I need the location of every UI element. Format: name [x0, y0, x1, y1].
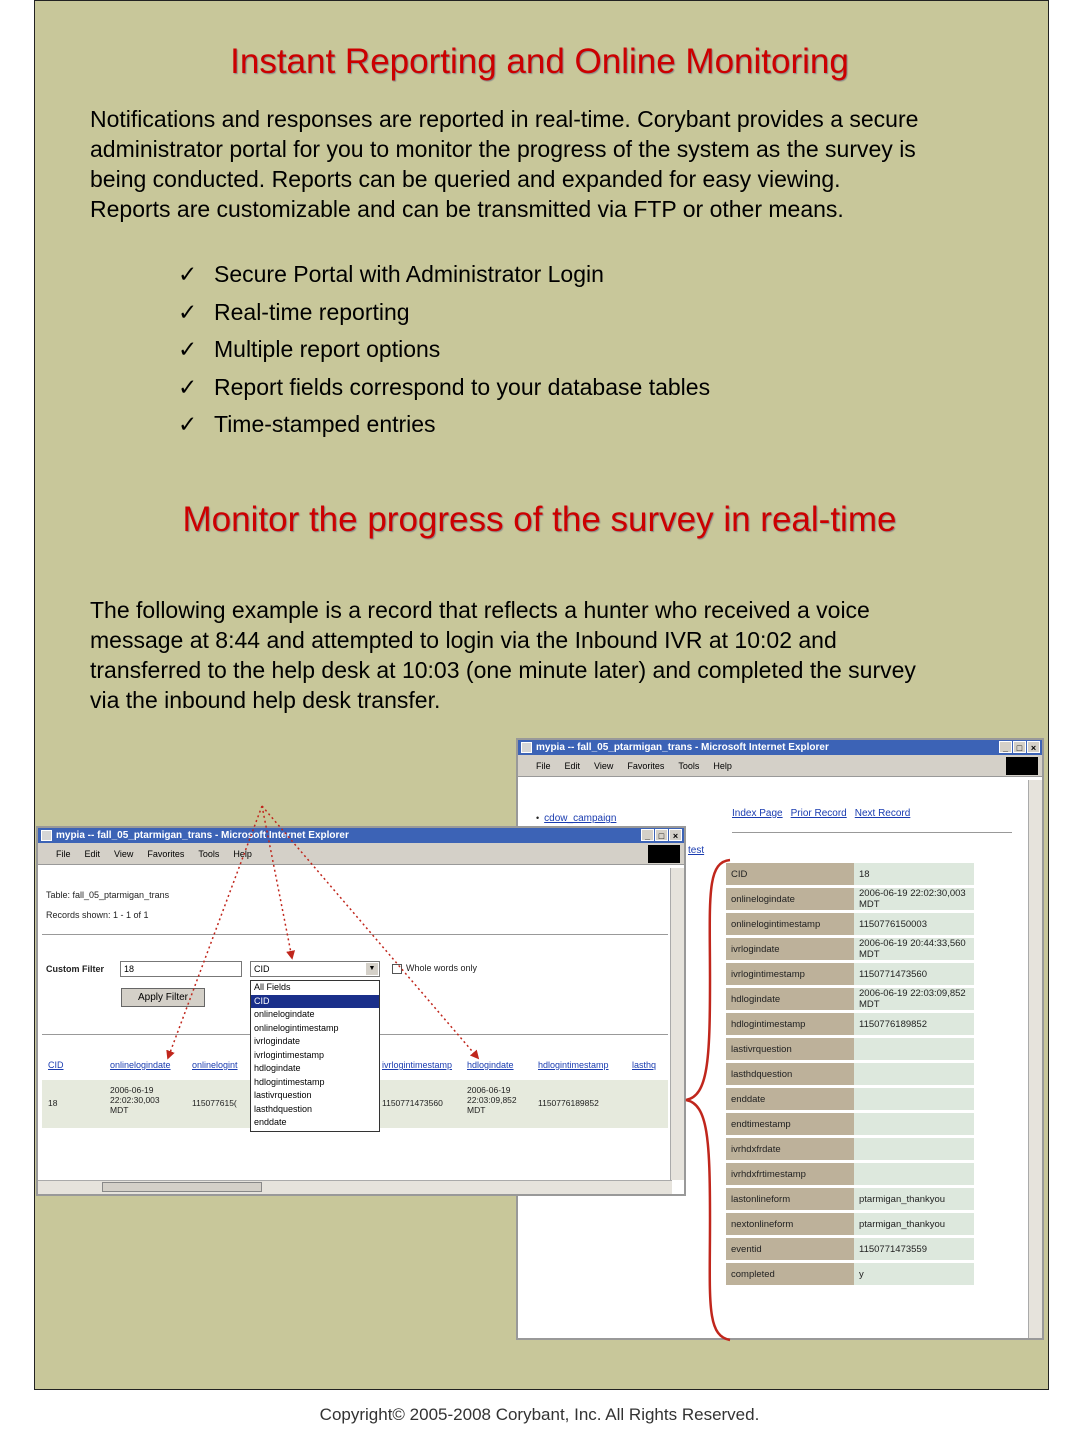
field-select[interactable]: CID ▼: [250, 961, 380, 977]
col-header-hdlogindate[interactable]: hdlogindate: [467, 1060, 514, 1070]
close-button[interactable]: ×: [669, 829, 682, 841]
listbox-option[interactable]: hdlogintimestamp: [254, 1076, 325, 1087]
record-field-value: 2006-06-19 20:44:33,560 MDT: [854, 938, 974, 960]
listbox-option[interactable]: ivrlogintimestamp: [254, 1049, 325, 1060]
arrow-to-hdlogindate: [262, 806, 478, 1058]
menu-favorites[interactable]: Favorites: [147, 849, 185, 859]
heading-monitor-progress: Monitor the progress of the survey in real-time: [182, 500, 897, 539]
record-field-value: 2006-06-19 22:03:09,852 MDT: [854, 988, 974, 1010]
checkmark-icon: ✓: [178, 411, 198, 437]
menu-file[interactable]: File: [56, 849, 71, 859]
col-header-ivrlogintimestamp[interactable]: ivrlogintimestamp: [382, 1060, 453, 1070]
feature-item: ✓ Report fields correspond to your database tables: [178, 369, 710, 407]
prior-record-link[interactable]: Prior Record: [790, 808, 847, 819]
window-titlebar: mypia -- fall_05_ptarmigan_trans - Microsoft Internet Explorer _ □ ×: [38, 828, 684, 843]
filter-input[interactable]: 18: [120, 961, 242, 977]
maximize-button[interactable]: □: [1013, 741, 1026, 753]
maximize-button[interactable]: □: [655, 829, 668, 841]
menu-tools[interactable]: Tools: [678, 761, 700, 771]
record-field-name: completed: [726, 1263, 854, 1285]
record-field-name: lastonlineform: [726, 1188, 854, 1210]
record-field-name: eventid: [726, 1238, 854, 1260]
record-field-name: ivrhdxfrdate: [726, 1138, 854, 1160]
close-button[interactable]: ×: [1027, 741, 1040, 753]
cell-onlinelogindate: 2006-06-19 22:02:30,003 MDT: [110, 1085, 160, 1115]
records-label: Records shown: 1 - 1 of 1: [46, 910, 149, 920]
record-field-name: onlinelogindate: [726, 888, 854, 910]
intro-paragraph: Notifications and responses are reported in real-time. Corybant provides a secure administrator portal for you to monitor the progress of the system as the survey is being conducted. Reports can be queried and expanded for easy viewing. Reports are customizable and can be transmitted via FTP or other means.: [90, 106, 919, 222]
cell-hdlogindate: 2006-06-19 22:03:09,852 MDT: [467, 1085, 517, 1115]
record-field-name: endtimestamp: [726, 1113, 854, 1135]
next-record-link[interactable]: Next Record: [854, 808, 911, 819]
record-field-value: ptarmigan_thankyou: [854, 1188, 974, 1210]
record-field-value: 1150776189852: [854, 1013, 974, 1035]
feature-item: ✓ Real-time reporting: [178, 294, 710, 332]
col-header-lasthq[interactable]: lasthq: [632, 1060, 657, 1070]
record-field-name: nextonlineform: [726, 1213, 854, 1235]
col-header-onlinelogint[interactable]: onlinelogint: [192, 1060, 238, 1070]
col-header-hdlogintimestamp[interactable]: hdlogintimestamp: [538, 1060, 609, 1070]
record-field-name: CID: [726, 863, 854, 885]
checkmark-icon: ✓: [178, 336, 198, 362]
listbox-option[interactable]: lasthdquestion: [254, 1103, 313, 1114]
menu-edit[interactable]: Edit: [84, 849, 101, 859]
record-field-name: lastivrquestion: [726, 1038, 854, 1060]
whole-words-label: Whole words only: [406, 963, 478, 973]
menu-view[interactable]: View: [594, 761, 614, 771]
record-field-name: ivrlogindate: [726, 938, 854, 960]
record-field-name: hdlogintimestamp: [726, 1013, 854, 1035]
record-field-name: lasthdquestion: [726, 1063, 854, 1085]
chevron-down-icon[interactable]: ▼: [366, 963, 378, 975]
checkmark-icon: ✓: [178, 373, 198, 400]
record-field-value: y: [854, 1263, 974, 1285]
listbox-option[interactable]: ivrlogindate: [254, 1036, 301, 1046]
menu-view[interactable]: View: [114, 849, 134, 859]
record-field-name: onlinelogintimestamp: [726, 913, 854, 935]
copyright-footer: Copyright© 2005-2008 Corybant, Inc. All Rights Reserved.: [319, 1405, 760, 1424]
checkmark-icon: ✓: [178, 298, 198, 325]
menu-help[interactable]: Help: [713, 761, 732, 771]
cell-onlinelogint: 115077615(: [192, 1098, 237, 1108]
cell-ivrlogintimestamp: 1150771473560: [382, 1098, 443, 1108]
menu-favorites[interactable]: Favorites: [627, 761, 665, 771]
feature-item: ✓ Multiple report options: [178, 331, 710, 369]
campaign-link[interactable]: cdow_campaign: [544, 813, 617, 824]
heading-instant-reporting: Instant Reporting and Online Monitoring: [230, 42, 849, 81]
custom-filter-label: Custom Filter: [46, 964, 105, 974]
arrow-to-onlinelogindate: [168, 806, 262, 1058]
listbox-option[interactable]: onlinelogindate: [254, 1009, 315, 1019]
record-field-value: 18: [854, 863, 974, 885]
record-field-value: 1150771473560: [854, 963, 974, 985]
example-paragraph: The following example is a record that reflects a hunter who received a voice message at 8:44 and attempted to login via the Inbound IVR at 10:02 and transferred to the help desk at 10:03 (one minute later) and completed the survey via the inbound help desk transfer.: [90, 597, 916, 713]
record-field-name: ivrhdxfrtimestamp: [726, 1163, 854, 1185]
col-header-cid[interactable]: CID: [48, 1060, 64, 1070]
side-nav: • cdow_campaign: [536, 813, 617, 824]
cell-hdlogintimestamp: 1150776189852: [538, 1098, 599, 1108]
apply-filter-button[interactable]: Apply Filter: [121, 988, 205, 1007]
menu-edit[interactable]: Edit: [564, 761, 581, 771]
listbox-option[interactable]: CID: [251, 995, 379, 1009]
arrow-to-field-select: [262, 806, 292, 958]
record-field-name: enddate: [726, 1088, 854, 1110]
col-header-onlinelogindate[interactable]: onlinelogindate: [110, 1060, 171, 1070]
curly-brace: [686, 860, 730, 1340]
feature-item: ✓ Time-stamped entries: [178, 406, 710, 444]
minimize-button[interactable]: _: [999, 741, 1012, 753]
listbox-option[interactable]: enddate: [254, 1117, 287, 1127]
cell-cid: 18: [48, 1098, 58, 1108]
record-field-value: ptarmigan_thankyou: [854, 1213, 974, 1235]
feature-item: ✓ Secure Portal with Administrator Login: [178, 256, 710, 294]
menu-tools[interactable]: Tools: [198, 849, 220, 859]
minimize-button[interactable]: _: [641, 829, 654, 841]
window-titlebar: mypia -- fall_05_ptarmigan_trans - Microsoft Internet Explorer _ □ ×: [518, 740, 1042, 755]
record-field-name: ivrlogintimestamp: [726, 963, 854, 985]
menu-file[interactable]: File: [536, 761, 551, 771]
record-field-value: 1150776150003: [854, 913, 974, 935]
listbox-option[interactable]: All Fields: [254, 982, 291, 992]
listbox-option[interactable]: lastivrquestion: [254, 1090, 312, 1100]
listbox-option[interactable]: hdlogindate: [254, 1063, 301, 1073]
index-page-link[interactable]: Index Page: [732, 808, 783, 819]
checkmark-icon: ✓: [178, 261, 198, 287]
menu-help[interactable]: Help: [233, 849, 252, 859]
record-field-value: 2006-06-19 22:02:30,003 MDT: [854, 888, 974, 910]
record-field-value: 1150771473559: [854, 1238, 974, 1260]
record-field-name: hdlogindate: [726, 988, 854, 1010]
listbox-option[interactable]: onlinelogintimestamp: [254, 1022, 339, 1033]
test-link[interactable]: test: [688, 845, 705, 856]
table-label: Table: fall_05_ptarmigan_trans: [46, 890, 170, 900]
